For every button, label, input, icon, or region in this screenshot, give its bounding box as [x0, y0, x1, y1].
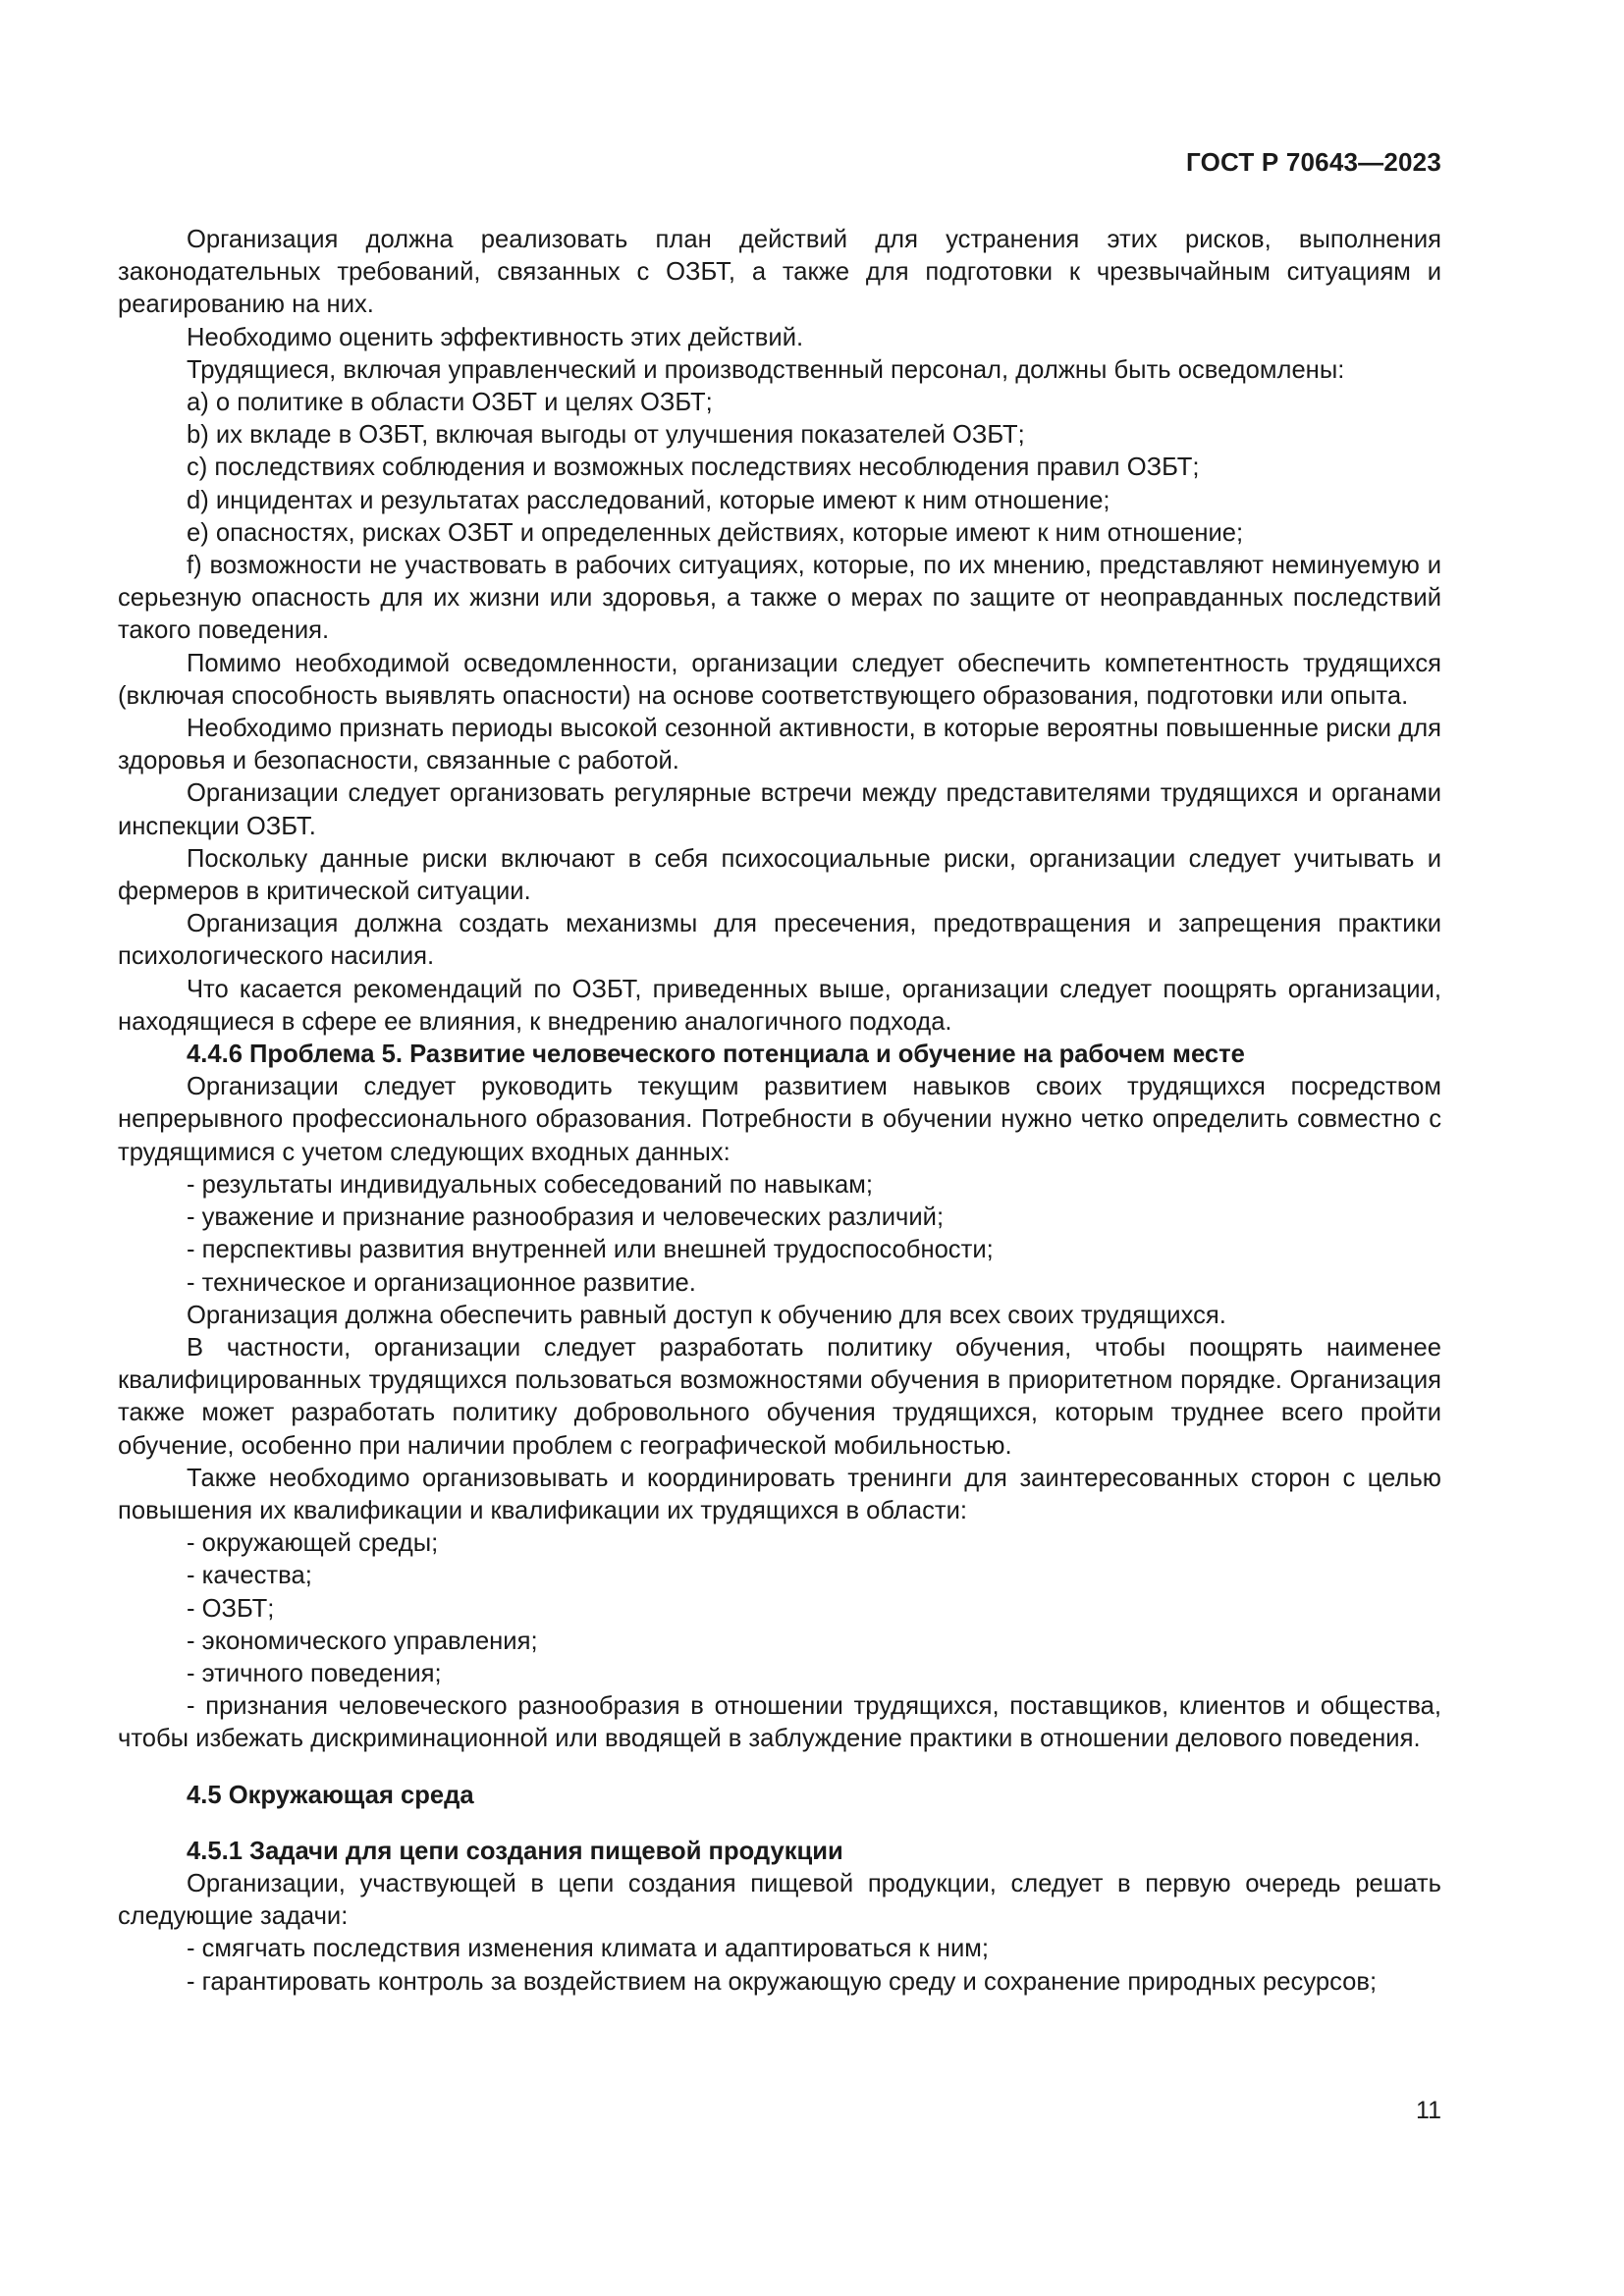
list-item: - этичного поведения;: [187, 1659, 442, 1687]
paragraph: Необходимо признать периоды высокой сезонной активности, в которые вероятны повышенные риски для здоровья и безопасности, связанные с работой.: [118, 715, 1441, 775]
list-item: a) о политике в области ОЗБТ и целях ОЗБТ;: [187, 389, 713, 417]
page-number: 11: [1416, 2097, 1441, 2124]
paragraph: - признания человеческого разнообразия в отношении трудящихся, поставщиков, клиентов и общества, чтобы избежать дискриминационной или вводящей в заблуждение практики в отношении делового поведения.: [118, 1692, 1441, 1753]
paragraph: Трудящиеся, включая управленческий и производственный персонал, должны быть осведомлены:: [187, 355, 1345, 384]
list-item: e) опасностях, рисках ОЗБТ и определенных действиях, которые имеют к ним отношение;: [187, 518, 1244, 547]
section-heading-4-4-6: 4.4.6 Проблема 5. Развитие человеческого потенциала и обучение на рабочем месте: [187, 1041, 1245, 1069]
list-item: d) инцидентах и результатах расследований, которые имеют к ним отношение;: [187, 486, 1110, 514]
document-body: [118, 224, 1441, 1999]
list-item: - экономического управления;: [187, 1627, 538, 1655]
paragraph: Организация должна реализовать план действий для устранения этих рисков, выполнения законодательных требований, связанных с ОЗБТ, а также для подготовки к чрезвычайным ситуациям и реагированию на них.: [118, 226, 1441, 319]
list-item: - перспективы развития внутренней или внешней трудоспособности;: [187, 1236, 994, 1264]
paragraph: Организация должна создать механизмы для пресечения, предотвращения и запрещения практики психологического насилия.: [118, 910, 1441, 971]
paragraph: Организация должна обеспечить равный доступ к обучению для всех своих трудящихся.: [187, 1301, 1226, 1329]
paragraph: Помимо необходимой осведомленности, организации следует обеспечить компетентность трудящихся (включая способность выявлять опасности) на основе соответствующего образования, подготовки или опыта.: [118, 649, 1441, 710]
list-item: b) их вкладе в ОЗБТ, включая выгоды от улучшения показателей ОЗБТ;: [187, 421, 1025, 450]
paragraph: Что касается рекомендаций по ОЗБТ, приведенных выше, организации следует поощрять организации, находящиеся в сфере ее влияния, к внедрению аналогичного подхода.: [118, 975, 1441, 1036]
section-heading-4-5-1: 4.5.1 Задачи для цепи создания пищевой продукции: [187, 1837, 843, 1865]
list-item: - качества;: [187, 1562, 312, 1590]
list-item: - смягчать последствия изменения климата и адаптироваться к ним;: [187, 1935, 989, 1963]
list-item: c) последствиях соблюдения и возможных последствиях несоблюдения правил ОЗБТ;: [187, 454, 1200, 482]
list-item: - уважение и признание разнообразия и человеческих различий;: [187, 1203, 945, 1232]
paragraph: Организации следует руководить текущим развитием навыков своих трудящихся посредством непрерывного профессионального образования. Потребности в обучении нужно четко определить совместно с трудящимися с учетом следующих входных данных:: [118, 1073, 1441, 1166]
list-item: - окружающей среды;: [187, 1529, 439, 1558]
paragraph: f) возможности не участвовать в рабочих ситуациях, которые, по их мнению, представляют неминуемую и серьезную опасность для их жизни или здоровья, а также о мерах по защите от неоправданных последствий такого поведения.: [118, 552, 1441, 645]
paragraph: Поскольку данные риски включают в себя психосоциальные риски, организации следует учитывать и фермеров в критической ситуации.: [118, 844, 1441, 906]
document-header-code: ГОСТ Р 70643—2023: [1186, 147, 1441, 177]
list-item: - гарантировать контроль за воздействием на окружающую среду и сохранение природных ресурсов;: [187, 1967, 1378, 1996]
paragraph: Также необходимо организовывать и координировать тренинги для заинтересованных сторон с целью повышения их квалификации и квалификации их трудящихся в области:: [118, 1464, 1441, 1524]
paragraph: Необходимо оценить эффективность этих действий.: [187, 323, 804, 351]
paragraph: Организации следует организовать регулярные встречи между представителями трудящихся и органами инспекции ОЗБТ.: [118, 779, 1441, 840]
paragraph: В частности, организации следует разработать политику обучения, чтобы поощрять наименее квалифицированных трудящихся пользоваться возможностями обучения в приоритетном порядке. Организация также может разработать политику добровольного обучения трудящихся, которым труднее всего пройти обучение, особенно при наличии проблем с географической мобильностью.: [118, 1333, 1441, 1460]
paragraph: Организации, участвующей в цепи создания пищевой продукции, следует в первую очередь решать следующие задачи:: [118, 1869, 1441, 1931]
section-heading-4-5: 4.5 Окружающая среда: [187, 1781, 474, 1809]
list-item: - техническое и организационное развитие.: [187, 1268, 696, 1297]
list-item: - результаты индивидуальных собеседований по навыкам;: [187, 1170, 873, 1199]
list-item: - ОЗБТ;: [187, 1594, 275, 1623]
